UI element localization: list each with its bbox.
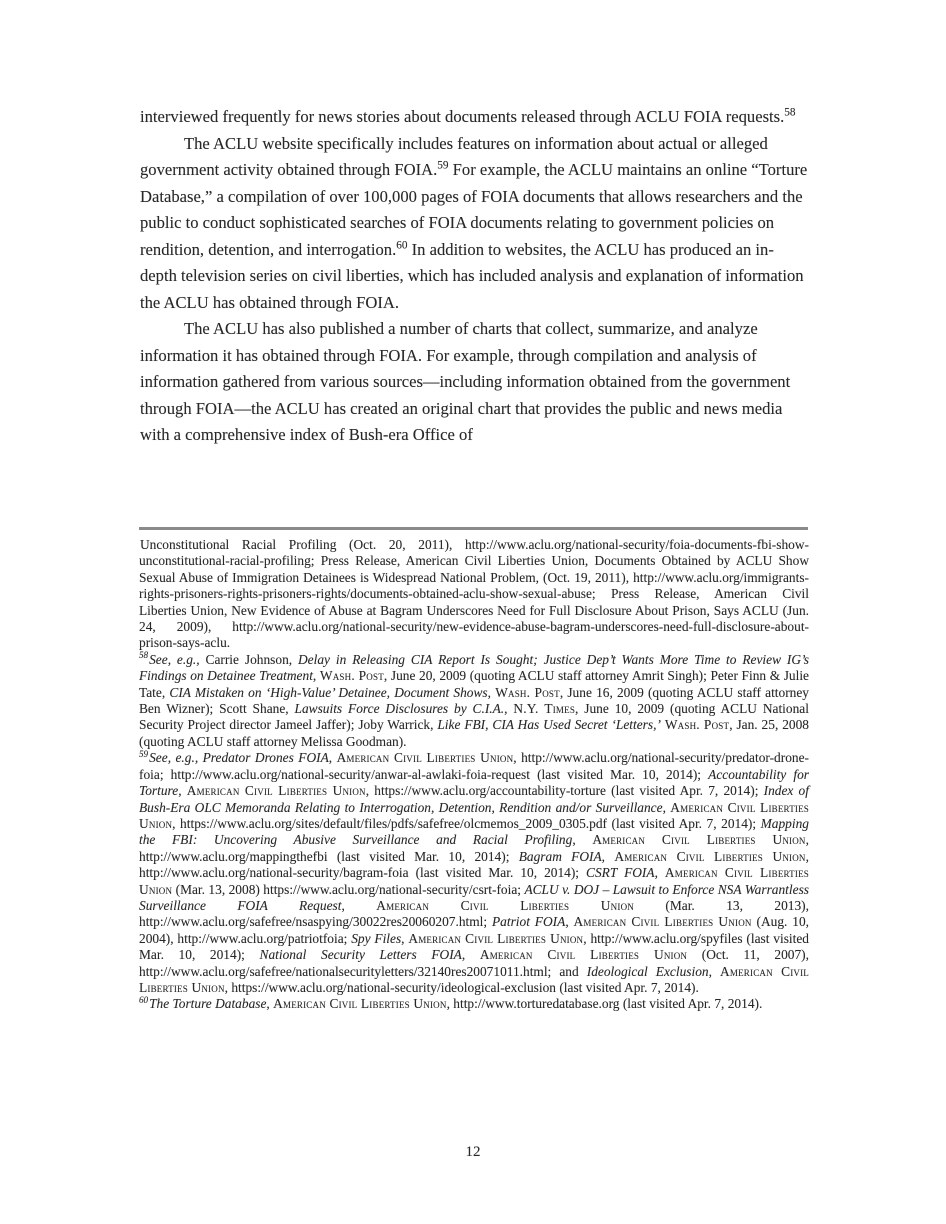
text-segment: , https://www.aclu.org/sites/default/files/pdfs/safefree/olcmemos_2009_0305.pdf (last visited Apr. 7, 2014); (172, 815, 761, 831)
footnote-marker: 59 (139, 748, 149, 759)
footnote-59 (139, 750, 809, 996)
text-segment: American Civil Liberties Union (273, 996, 447, 1012)
text-segment: American Civil Liberties Union (139, 963, 809, 995)
text-segment: In addition to websites, the ACLU has produced an in-depth television series on civil liberties, which has included analysis and explanation of information the ACLU has obtained through FOIA. (140, 239, 804, 312)
text-segment: , (401, 930, 409, 946)
text-segment: , Jan. 25, 2008 (quoting ACLU staff attorney Melissa Goodman). (139, 717, 809, 749)
footnote-text (139, 652, 809, 749)
text-segment: Accountability for Torture (139, 766, 810, 799)
text-segment: Wash. Post (664, 717, 730, 733)
text-segment: The ACLU website specifically includes features on information about actual or alleged government activity obtained through FOIA. (140, 133, 768, 179)
text-segment: Patriot FOIA (491, 914, 566, 930)
text-segment: Like FBI, CIA Has Used Secret ‘Letters,’ (437, 717, 661, 733)
text-segment: American Civil Liberties Union (186, 783, 366, 799)
text-segment: Mapping the FBI: Uncovering Abusive Surveillance and Racial Profiling (139, 815, 809, 848)
text-segment: (Mar. 13, 2008) https://www.aclu.org/national-security/csrt-foia; (172, 881, 525, 897)
text-segment: 60 (396, 238, 408, 251)
footnotes-block (139, 537, 809, 1013)
text-segment: , (178, 783, 187, 799)
text-segment: 59 (437, 159, 449, 172)
text-segment: , June 16, 2009 (quoting ACLU staff attorney Ben Wizner); Scott Shane, (139, 684, 810, 717)
text-segment: (Oct. 11, 2007), http://www.aclu.org/safefree/nationalsecurityletters/32140res20071011.html; and (139, 947, 809, 979)
text-segment: , http://www.aclu.org/spyfiles (last visited Mar. 10, 2014); (139, 930, 809, 963)
text-segment: , http://www.aclu.org/mappingthefbi (last visited Mar. 10, 2014); (139, 832, 809, 864)
footnote-text (139, 537, 809, 650)
text-segment: Bagram FOIA (518, 848, 602, 864)
footnote-60 (139, 996, 809, 1012)
text-segment: , https://www.aclu.org/national-security/ideological-exclusion (last visited Apr. 7, 2014). (224, 979, 699, 995)
text-segment: Spy Files (351, 930, 402, 946)
text-segment: , (312, 668, 320, 684)
text-segment: , http://www.aclu.org/national-security/bagram-foia (last visited Mar. 10, 2014); (139, 848, 809, 881)
body-paragraph-aclu-charts (140, 316, 810, 449)
footnote-marker: 58 (139, 650, 149, 661)
text-segment: , (328, 750, 337, 766)
text-segment: , (708, 963, 721, 979)
text-segment: Ideological Exclusion (586, 963, 709, 979)
footnote-58 (139, 652, 809, 750)
body-paragraph-aclu-website (140, 131, 810, 317)
text-segment: interviewed frequently for news stories about documents released through ACLU FOIA requests. (140, 107, 785, 126)
text-segment: American Civil Liberties Union (336, 750, 514, 766)
text-segment: Index of Bush-Era OLC Memoranda Relating to Interrogation, Detention, Rendition and/or Surveillance (139, 783, 809, 815)
text-segment: American Civil Liberties Union (592, 832, 806, 848)
text-segment: CSRT FOIA (586, 865, 655, 881)
text-segment: Unconstitutional Racial Profiling (Oct. 20, 2011), http://www.aclu.org/national-security/foia-documents-fbi-show-unconstitutional-racial-profiling; Press Release, American Civil Liberties Union, Documents Obtained by ACLU Show Sexual Abuse of Immigration Detainees is Widespread National Problem, (Oct. 19, 2011), http://www.aclu.org/immigrants-rights-prisoners-rights-prisoners-rights/documents-obtained-aclu-show-sexual-abuse; Press Release, American Civil Liberties Union, New Evidence of Abuse at Bagram Underscores Need for Full Disclosure About Prison, Says ACLU (Jun. 24, 2009), http://www.aclu.org/national-security/new-evidence-abuse-bagram-underscores-need-full-disclosure-about-prison-says-aclu. (139, 537, 809, 651)
text-segment: Lawsuits Force Disclosures by C.I.A. (294, 701, 505, 717)
text-segment: CIA Mistaken on ‘High-Value’ Detainee, Document Shows (169, 684, 488, 700)
text-segment: American Civil Liberties Union (139, 865, 809, 897)
text-segment: American Civil Liberties Union (479, 947, 688, 963)
text-segment: , (601, 848, 615, 864)
text-segment: Wash. Post (319, 668, 384, 684)
text-segment: Wash. Post (495, 684, 560, 700)
text-segment: National Security Letters FOIA (259, 947, 462, 963)
text-segment: , http://www.aclu.org/national-security/predator-drone-foia; http://www.aclu.org/national-security/anwar-al-awlaki-foia-request (last visited Mar. 10, 2014); (139, 750, 809, 782)
text-segment: The ACLU has also published a number of charts that collect, summarize, and analyze information it has obtained through FOIA. For example, through compilation and analysis of information gathered from various sources—including information obtained from the government through FOIA—the ACLU has created an original chart that provides the public and news media with a comprehensive index of Bush-era Office of (140, 319, 791, 444)
text-segment: N.Y. Times (513, 701, 576, 717)
text-segment: , June 10, 2009 (quoting ACLU National Security Project director Jameel Jaffer); Joby Warrick, (139, 701, 809, 733)
text-segment: , https://www.aclu.org/accountability-torture (last visited Apr. 7, 2014); (365, 783, 764, 799)
body-text-block (140, 104, 810, 449)
text-segment: The Torture Database (149, 996, 267, 1012)
text-segment: , (662, 799, 671, 815)
text-segment: , (266, 996, 274, 1012)
footnote-text (149, 996, 762, 1011)
text-segment: , (565, 914, 574, 930)
text-segment: (Aug. 10, 2004), http://www.aclu.org/patriotfoia; (139, 914, 809, 946)
text-segment: , (487, 684, 496, 700)
text-segment: Delay in Releasing CIA Report Is Sought; Justice Dep’t Wants More Time to Review IG’s Findings on Detainee Treatment (139, 651, 809, 684)
text-segment: See, e.g., Predator Drones FOIA (149, 750, 329, 766)
text-segment: ACLU v. DOJ – Lawsuit to Enforce NSA Warrantless Surveillance FOIA Request (139, 881, 809, 913)
text-segment: , (461, 947, 480, 963)
text-segment: Carrie Johnson, (205, 651, 299, 667)
text-segment: (Mar. 13, 2013), http://www.aclu.org/safefree/nsaspying/30022res20060207.html; (139, 897, 809, 930)
text-segment: , June 20, 2009 (quoting ACLU staff attorney Amrit Singh); Peter Finn & Julie Tate, (139, 668, 809, 700)
text-segment: American Civil Liberties Union (614, 848, 806, 864)
text-segment: , (654, 865, 665, 881)
page-number: 12 (465, 1144, 481, 1160)
text-segment: , (504, 701, 514, 717)
footnote-marker: 60 (139, 994, 149, 1005)
text-segment: , (341, 897, 377, 913)
text-segment: See, e.g., (149, 651, 206, 667)
footnote-separator-rule (139, 527, 808, 530)
footnote-continuation (139, 537, 809, 652)
text-segment: , http://www.torturedatabase.org (last visited Apr. 7, 2014). (446, 996, 763, 1012)
text-segment: American Civil Liberties Union (376, 897, 634, 913)
text-segment: American Civil Liberties Union (139, 799, 809, 831)
text-segment: American Civil Liberties Union (573, 914, 752, 930)
footnote-text (139, 750, 809, 995)
text-segment: , (572, 832, 593, 848)
text-segment: For example, the ACLU maintains an online “Torture Database,” a compilation of over 100,000 pages of FOIA documents that allows researchers and the public to conduct sophisticated searches of FOIA documents relating to government policies on rendition, detention, and interrogation. (140, 160, 808, 259)
body-paragraph-continuation (140, 104, 810, 131)
text-segment: American Civil Liberties Union (408, 930, 584, 946)
text-segment: 58 (784, 106, 796, 119)
